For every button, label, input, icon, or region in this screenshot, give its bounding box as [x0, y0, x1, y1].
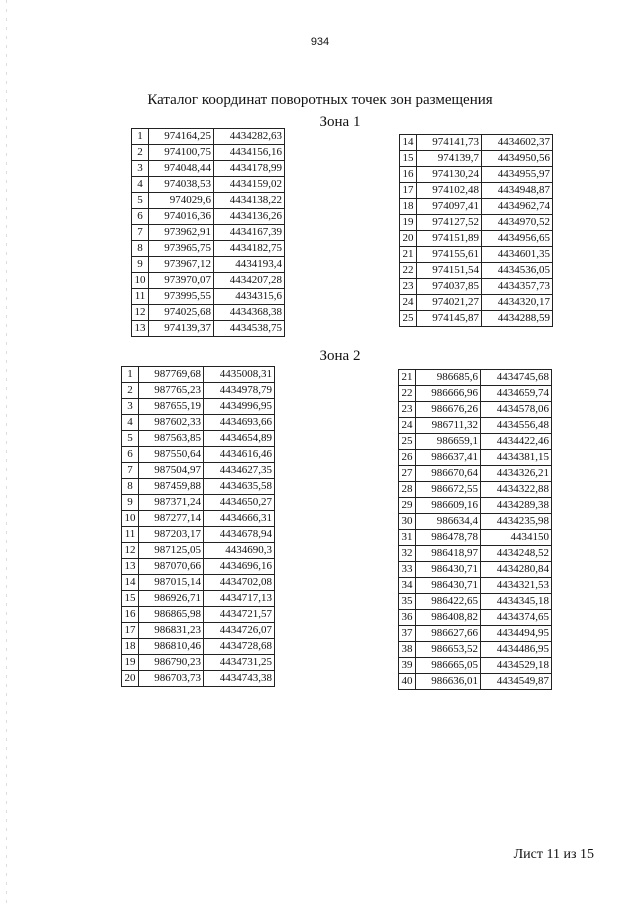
table-row: [122, 543, 275, 559]
table-row: [122, 399, 275, 415]
x-coordinate-cell: 986926,71: [139, 591, 204, 607]
x-coordinate-cell: 973970,07: [149, 273, 214, 289]
y-coordinate-cell: 4434627,35: [204, 463, 275, 479]
x-coordinate-cell: 987125,05: [139, 543, 204, 559]
table-row: [122, 479, 275, 495]
point-number-cell: 18: [400, 199, 417, 215]
zone-2-table-right: [398, 369, 552, 690]
x-coordinate-cell: 986627,66: [416, 626, 481, 642]
table-row: [122, 431, 275, 447]
y-coordinate-cell: 4434955,97: [482, 167, 553, 183]
y-coordinate-cell: 4434345,18: [481, 594, 552, 610]
y-coordinate-cell: 4434962,74: [482, 199, 553, 215]
table-row: [132, 193, 285, 209]
y-coordinate-cell: 4434182,75: [214, 241, 285, 257]
x-coordinate-cell: 974016,36: [149, 209, 214, 225]
page-number: 934: [310, 36, 330, 48]
x-coordinate-cell: 974037,85: [417, 279, 482, 295]
point-number-cell: 10: [122, 511, 139, 527]
y-coordinate-cell: 4434289,38: [481, 498, 552, 514]
point-number-cell: 29: [399, 498, 416, 514]
point-number-cell: 1: [132, 129, 149, 145]
table-row: [122, 559, 275, 575]
point-number-cell: 38: [399, 642, 416, 658]
y-coordinate-cell: 4434956,65: [482, 231, 553, 247]
table-row: [122, 623, 275, 639]
point-number-cell: 37: [399, 626, 416, 642]
point-number-cell: 22: [399, 386, 416, 402]
x-coordinate-cell: 987602,33: [139, 415, 204, 431]
y-coordinate-cell: 4434536,05: [482, 263, 553, 279]
point-number-cell: 40: [399, 674, 416, 690]
y-coordinate-cell: 4434368,38: [214, 305, 285, 321]
x-coordinate-cell: 987459,88: [139, 479, 204, 495]
y-coordinate-cell: 4434193,4: [214, 257, 285, 273]
point-number-cell: 3: [132, 161, 149, 177]
table-row: [122, 671, 275, 687]
y-coordinate-cell: 4434950,56: [482, 151, 553, 167]
point-number-cell: 11: [122, 527, 139, 543]
y-coordinate-cell: 4434321,53: [481, 578, 552, 594]
x-coordinate-cell: 974130,24: [417, 167, 482, 183]
x-coordinate-cell: 974141,73: [417, 135, 482, 151]
table-row: [399, 402, 552, 418]
x-coordinate-cell: 974139,7: [417, 151, 482, 167]
point-number-cell: 6: [122, 447, 139, 463]
y-coordinate-cell: 4434717,13: [204, 591, 275, 607]
table-row: [399, 562, 552, 578]
table-row: [122, 495, 275, 511]
zone-2-table-left: [121, 366, 275, 687]
point-number-cell: 16: [400, 167, 417, 183]
x-coordinate-cell: 987504,97: [139, 463, 204, 479]
y-coordinate-cell: 4434494,95: [481, 626, 552, 642]
table-row: [400, 167, 553, 183]
x-coordinate-cell: 974100,75: [149, 145, 214, 161]
y-coordinate-cell: 4434728,68: [204, 639, 275, 655]
point-number-cell: 32: [399, 546, 416, 562]
x-coordinate-cell: 986665,05: [416, 658, 481, 674]
point-number-cell: 33: [399, 562, 416, 578]
x-coordinate-cell: 986478,78: [416, 530, 481, 546]
point-number-cell: 20: [400, 231, 417, 247]
x-coordinate-cell: 986422,65: [416, 594, 481, 610]
x-coordinate-cell: 986831,23: [139, 623, 204, 639]
x-coordinate-cell: 974164,25: [149, 129, 214, 145]
x-coordinate-cell: 986637,41: [416, 450, 481, 466]
table-row: [399, 514, 552, 530]
x-coordinate-cell: 987070,66: [139, 559, 204, 575]
point-number-cell: 9: [132, 257, 149, 273]
point-number-cell: 5: [122, 431, 139, 447]
page-title: Каталог координат поворотных точек зон размещения: [147, 92, 493, 108]
table-row: [122, 463, 275, 479]
point-number-cell: 39: [399, 658, 416, 674]
x-coordinate-cell: 974025,68: [149, 305, 214, 321]
table-row: [399, 498, 552, 514]
x-coordinate-cell: 986418,97: [416, 546, 481, 562]
table-row: [399, 578, 552, 594]
table-row: [132, 305, 285, 321]
table-row: [122, 575, 275, 591]
table-row: [122, 511, 275, 527]
y-coordinate-cell: 4434654,89: [204, 431, 275, 447]
table-row: [399, 370, 552, 386]
y-coordinate-cell: 4434167,39: [214, 225, 285, 241]
table-row: [399, 642, 552, 658]
point-number-cell: 15: [400, 151, 417, 167]
y-coordinate-cell: 4434150: [481, 530, 552, 546]
table-row: [122, 591, 275, 607]
point-number-cell: 24: [400, 295, 417, 311]
y-coordinate-cell: 4434136,26: [214, 209, 285, 225]
point-number-cell: 20: [122, 671, 139, 687]
table-row: [122, 607, 275, 623]
x-coordinate-cell: 986865,98: [139, 607, 204, 623]
x-coordinate-cell: 986672,55: [416, 482, 481, 498]
table-row: [399, 386, 552, 402]
point-number-cell: 13: [132, 321, 149, 337]
point-number-cell: 34: [399, 578, 416, 594]
x-coordinate-cell: 987277,14: [139, 511, 204, 527]
x-coordinate-cell: 973965,75: [149, 241, 214, 257]
point-number-cell: 4: [132, 177, 149, 193]
table-row: [400, 263, 553, 279]
point-number-cell: 35: [399, 594, 416, 610]
point-number-cell: 28: [399, 482, 416, 498]
y-coordinate-cell: 4434156,16: [214, 145, 285, 161]
x-coordinate-cell: 986790,23: [139, 655, 204, 671]
x-coordinate-cell: 974097,41: [417, 199, 482, 215]
y-coordinate-cell: 4434282,63: [214, 129, 285, 145]
table-row: [122, 447, 275, 463]
point-number-cell: 15: [122, 591, 139, 607]
x-coordinate-cell: 974029,6: [149, 193, 214, 209]
y-coordinate-cell: 4434690,3: [204, 543, 275, 559]
table-row: [399, 418, 552, 434]
table-row: [132, 321, 285, 337]
point-number-cell: 26: [399, 450, 416, 466]
y-coordinate-cell: 4434159,02: [214, 177, 285, 193]
zone-2-title: Зона 2: [319, 348, 361, 364]
point-number-cell: 8: [122, 479, 139, 495]
x-coordinate-cell: 973962,91: [149, 225, 214, 241]
table-row: [399, 530, 552, 546]
table-row: [122, 367, 275, 383]
table-row: [132, 177, 285, 193]
point-number-cell: 8: [132, 241, 149, 257]
table-row: [399, 450, 552, 466]
table-row: [399, 434, 552, 450]
point-number-cell: 16: [122, 607, 139, 623]
point-number-cell: 12: [132, 305, 149, 321]
x-coordinate-cell: 974151,54: [417, 263, 482, 279]
point-number-cell: 24: [399, 418, 416, 434]
sheet-number: Лист 11 из 15: [513, 847, 594, 862]
table-row: [399, 482, 552, 498]
table-row: [122, 639, 275, 655]
x-coordinate-cell: 986685,6: [416, 370, 481, 386]
point-number-cell: 2: [122, 383, 139, 399]
x-coordinate-cell: 974155,61: [417, 247, 482, 263]
y-coordinate-cell: 4434743,38: [204, 671, 275, 687]
point-number-cell: 36: [399, 610, 416, 626]
point-number-cell: 18: [122, 639, 139, 655]
table-row: [132, 225, 285, 241]
y-coordinate-cell: 4434322,88: [481, 482, 552, 498]
point-number-cell: 1: [122, 367, 139, 383]
x-coordinate-cell: 986634,4: [416, 514, 481, 530]
x-coordinate-cell: 973967,12: [149, 257, 214, 273]
point-number-cell: 10: [132, 273, 149, 289]
x-coordinate-cell: 987015,14: [139, 575, 204, 591]
y-coordinate-cell: 4434702,08: [204, 575, 275, 591]
x-coordinate-cell: 986430,71: [416, 578, 481, 594]
point-number-cell: 25: [400, 311, 417, 327]
table-row: [400, 135, 553, 151]
zone-1-table-right: [399, 134, 553, 327]
y-coordinate-cell: 4434650,27: [204, 495, 275, 511]
point-number-cell: 14: [400, 135, 417, 151]
point-number-cell: 12: [122, 543, 139, 559]
x-coordinate-cell: 974139,37: [149, 321, 214, 337]
y-coordinate-cell: 4434635,58: [204, 479, 275, 495]
y-coordinate-cell: 4434659,74: [481, 386, 552, 402]
point-number-cell: 14: [122, 575, 139, 591]
y-coordinate-cell: 4434745,68: [481, 370, 552, 386]
table-row: [399, 674, 552, 690]
table-row: [132, 145, 285, 161]
point-number-cell: 21: [399, 370, 416, 386]
y-coordinate-cell: 4434601,35: [482, 247, 553, 263]
table-row: [400, 183, 553, 199]
y-coordinate-cell: 4434529,18: [481, 658, 552, 674]
table-row: [122, 415, 275, 431]
point-number-cell: 21: [400, 247, 417, 263]
x-coordinate-cell: 974102,48: [417, 183, 482, 199]
table-row: [399, 658, 552, 674]
y-coordinate-cell: 4434235,98: [481, 514, 552, 530]
y-coordinate-cell: 4434731,25: [204, 655, 275, 671]
y-coordinate-cell: 4434381,15: [481, 450, 552, 466]
point-number-cell: 4: [122, 415, 139, 431]
y-coordinate-cell: 4434207,28: [214, 273, 285, 289]
y-coordinate-cell: 4434678,94: [204, 527, 275, 543]
y-coordinate-cell: 4434315,6: [214, 289, 285, 305]
point-number-cell: 7: [132, 225, 149, 241]
x-coordinate-cell: 974038,53: [149, 177, 214, 193]
x-coordinate-cell: 974151,89: [417, 231, 482, 247]
x-coordinate-cell: 987550,64: [139, 447, 204, 463]
x-coordinate-cell: 974145,87: [417, 311, 482, 327]
y-coordinate-cell: 4435008,31: [204, 367, 275, 383]
point-number-cell: 2: [132, 145, 149, 161]
y-coordinate-cell: 4434978,79: [204, 383, 275, 399]
x-coordinate-cell: 986609,16: [416, 498, 481, 514]
table-row: [400, 151, 553, 167]
point-number-cell: 7: [122, 463, 139, 479]
table-row: [400, 247, 553, 263]
table-row: [122, 655, 275, 671]
y-coordinate-cell: 4434538,75: [214, 321, 285, 337]
y-coordinate-cell: 4434248,52: [481, 546, 552, 562]
y-coordinate-cell: 4434280,84: [481, 562, 552, 578]
table-row: [132, 129, 285, 145]
y-coordinate-cell: 4434721,57: [204, 607, 275, 623]
table-row: [400, 295, 553, 311]
point-number-cell: 19: [400, 215, 417, 231]
y-coordinate-cell: 4434696,16: [204, 559, 275, 575]
y-coordinate-cell: 4434326,21: [481, 466, 552, 482]
x-coordinate-cell: 986670,64: [416, 466, 481, 482]
y-coordinate-cell: 4434374,65: [481, 610, 552, 626]
point-number-cell: 17: [122, 623, 139, 639]
point-number-cell: 13: [122, 559, 139, 575]
y-coordinate-cell: 4434948,87: [482, 183, 553, 199]
point-number-cell: 31: [399, 530, 416, 546]
x-coordinate-cell: 986711,32: [416, 418, 481, 434]
zone-1-title: Зона 1: [319, 114, 361, 130]
y-coordinate-cell: 4434602,37: [482, 135, 553, 151]
table-row: [122, 527, 275, 543]
table-row: [132, 161, 285, 177]
x-coordinate-cell: 973995,55: [149, 289, 214, 305]
y-coordinate-cell: 4434556,48: [481, 418, 552, 434]
table-row: [400, 215, 553, 231]
table-row: [399, 610, 552, 626]
x-coordinate-cell: 974127,52: [417, 215, 482, 231]
y-coordinate-cell: 4434666,31: [204, 511, 275, 527]
y-coordinate-cell: 4434357,73: [482, 279, 553, 295]
y-coordinate-cell: 4434422,46: [481, 434, 552, 450]
table-row: [399, 594, 552, 610]
x-coordinate-cell: 986703,73: [139, 671, 204, 687]
y-coordinate-cell: 4434549,87: [481, 674, 552, 690]
y-coordinate-cell: 4434138,22: [214, 193, 285, 209]
y-coordinate-cell: 4434996,95: [204, 399, 275, 415]
x-coordinate-cell: 974021,27: [417, 295, 482, 311]
point-number-cell: 19: [122, 655, 139, 671]
point-number-cell: 6: [132, 209, 149, 225]
x-coordinate-cell: 987563,85: [139, 431, 204, 447]
y-coordinate-cell: 4434616,46: [204, 447, 275, 463]
point-number-cell: 17: [400, 183, 417, 199]
x-coordinate-cell: 986408,82: [416, 610, 481, 626]
table-row: [132, 209, 285, 225]
y-coordinate-cell: 4434486,95: [481, 642, 552, 658]
y-coordinate-cell: 4434578,06: [481, 402, 552, 418]
zone-1-table-left: [131, 128, 285, 337]
y-coordinate-cell: 4434726,07: [204, 623, 275, 639]
x-coordinate-cell: 986636,01: [416, 674, 481, 690]
table-row: [122, 383, 275, 399]
point-number-cell: 23: [400, 279, 417, 295]
x-coordinate-cell: 987769,68: [139, 367, 204, 383]
scan-edge: [6, 0, 7, 905]
table-row: [400, 279, 553, 295]
x-coordinate-cell: 986676,26: [416, 402, 481, 418]
y-coordinate-cell: 4434693,66: [204, 415, 275, 431]
point-number-cell: 30: [399, 514, 416, 530]
table-row: [399, 626, 552, 642]
x-coordinate-cell: 987655,19: [139, 399, 204, 415]
point-number-cell: 22: [400, 263, 417, 279]
point-number-cell: 25: [399, 434, 416, 450]
table-row: [399, 466, 552, 482]
table-row: [399, 546, 552, 562]
point-number-cell: 3: [122, 399, 139, 415]
point-number-cell: 11: [132, 289, 149, 305]
table-row: [400, 199, 553, 215]
x-coordinate-cell: 987371,24: [139, 495, 204, 511]
point-number-cell: 23: [399, 402, 416, 418]
table-row: [132, 257, 285, 273]
x-coordinate-cell: 987203,17: [139, 527, 204, 543]
table-row: [132, 273, 285, 289]
x-coordinate-cell: 987765,23: [139, 383, 204, 399]
y-coordinate-cell: 4434320,17: [482, 295, 553, 311]
point-number-cell: 27: [399, 466, 416, 482]
table-row: [400, 311, 553, 327]
x-coordinate-cell: 986666,96: [416, 386, 481, 402]
x-coordinate-cell: 986659,1: [416, 434, 481, 450]
y-coordinate-cell: 4434970,52: [482, 215, 553, 231]
y-coordinate-cell: 4434288,59: [482, 311, 553, 327]
table-row: [132, 289, 285, 305]
point-number-cell: 9: [122, 495, 139, 511]
x-coordinate-cell: 986430,71: [416, 562, 481, 578]
table-row: [132, 241, 285, 257]
point-number-cell: 5: [132, 193, 149, 209]
x-coordinate-cell: 986810,46: [139, 639, 204, 655]
table-row: [400, 231, 553, 247]
x-coordinate-cell: 974048,44: [149, 161, 214, 177]
x-coordinate-cell: 986653,52: [416, 642, 481, 658]
y-coordinate-cell: 4434178,99: [214, 161, 285, 177]
